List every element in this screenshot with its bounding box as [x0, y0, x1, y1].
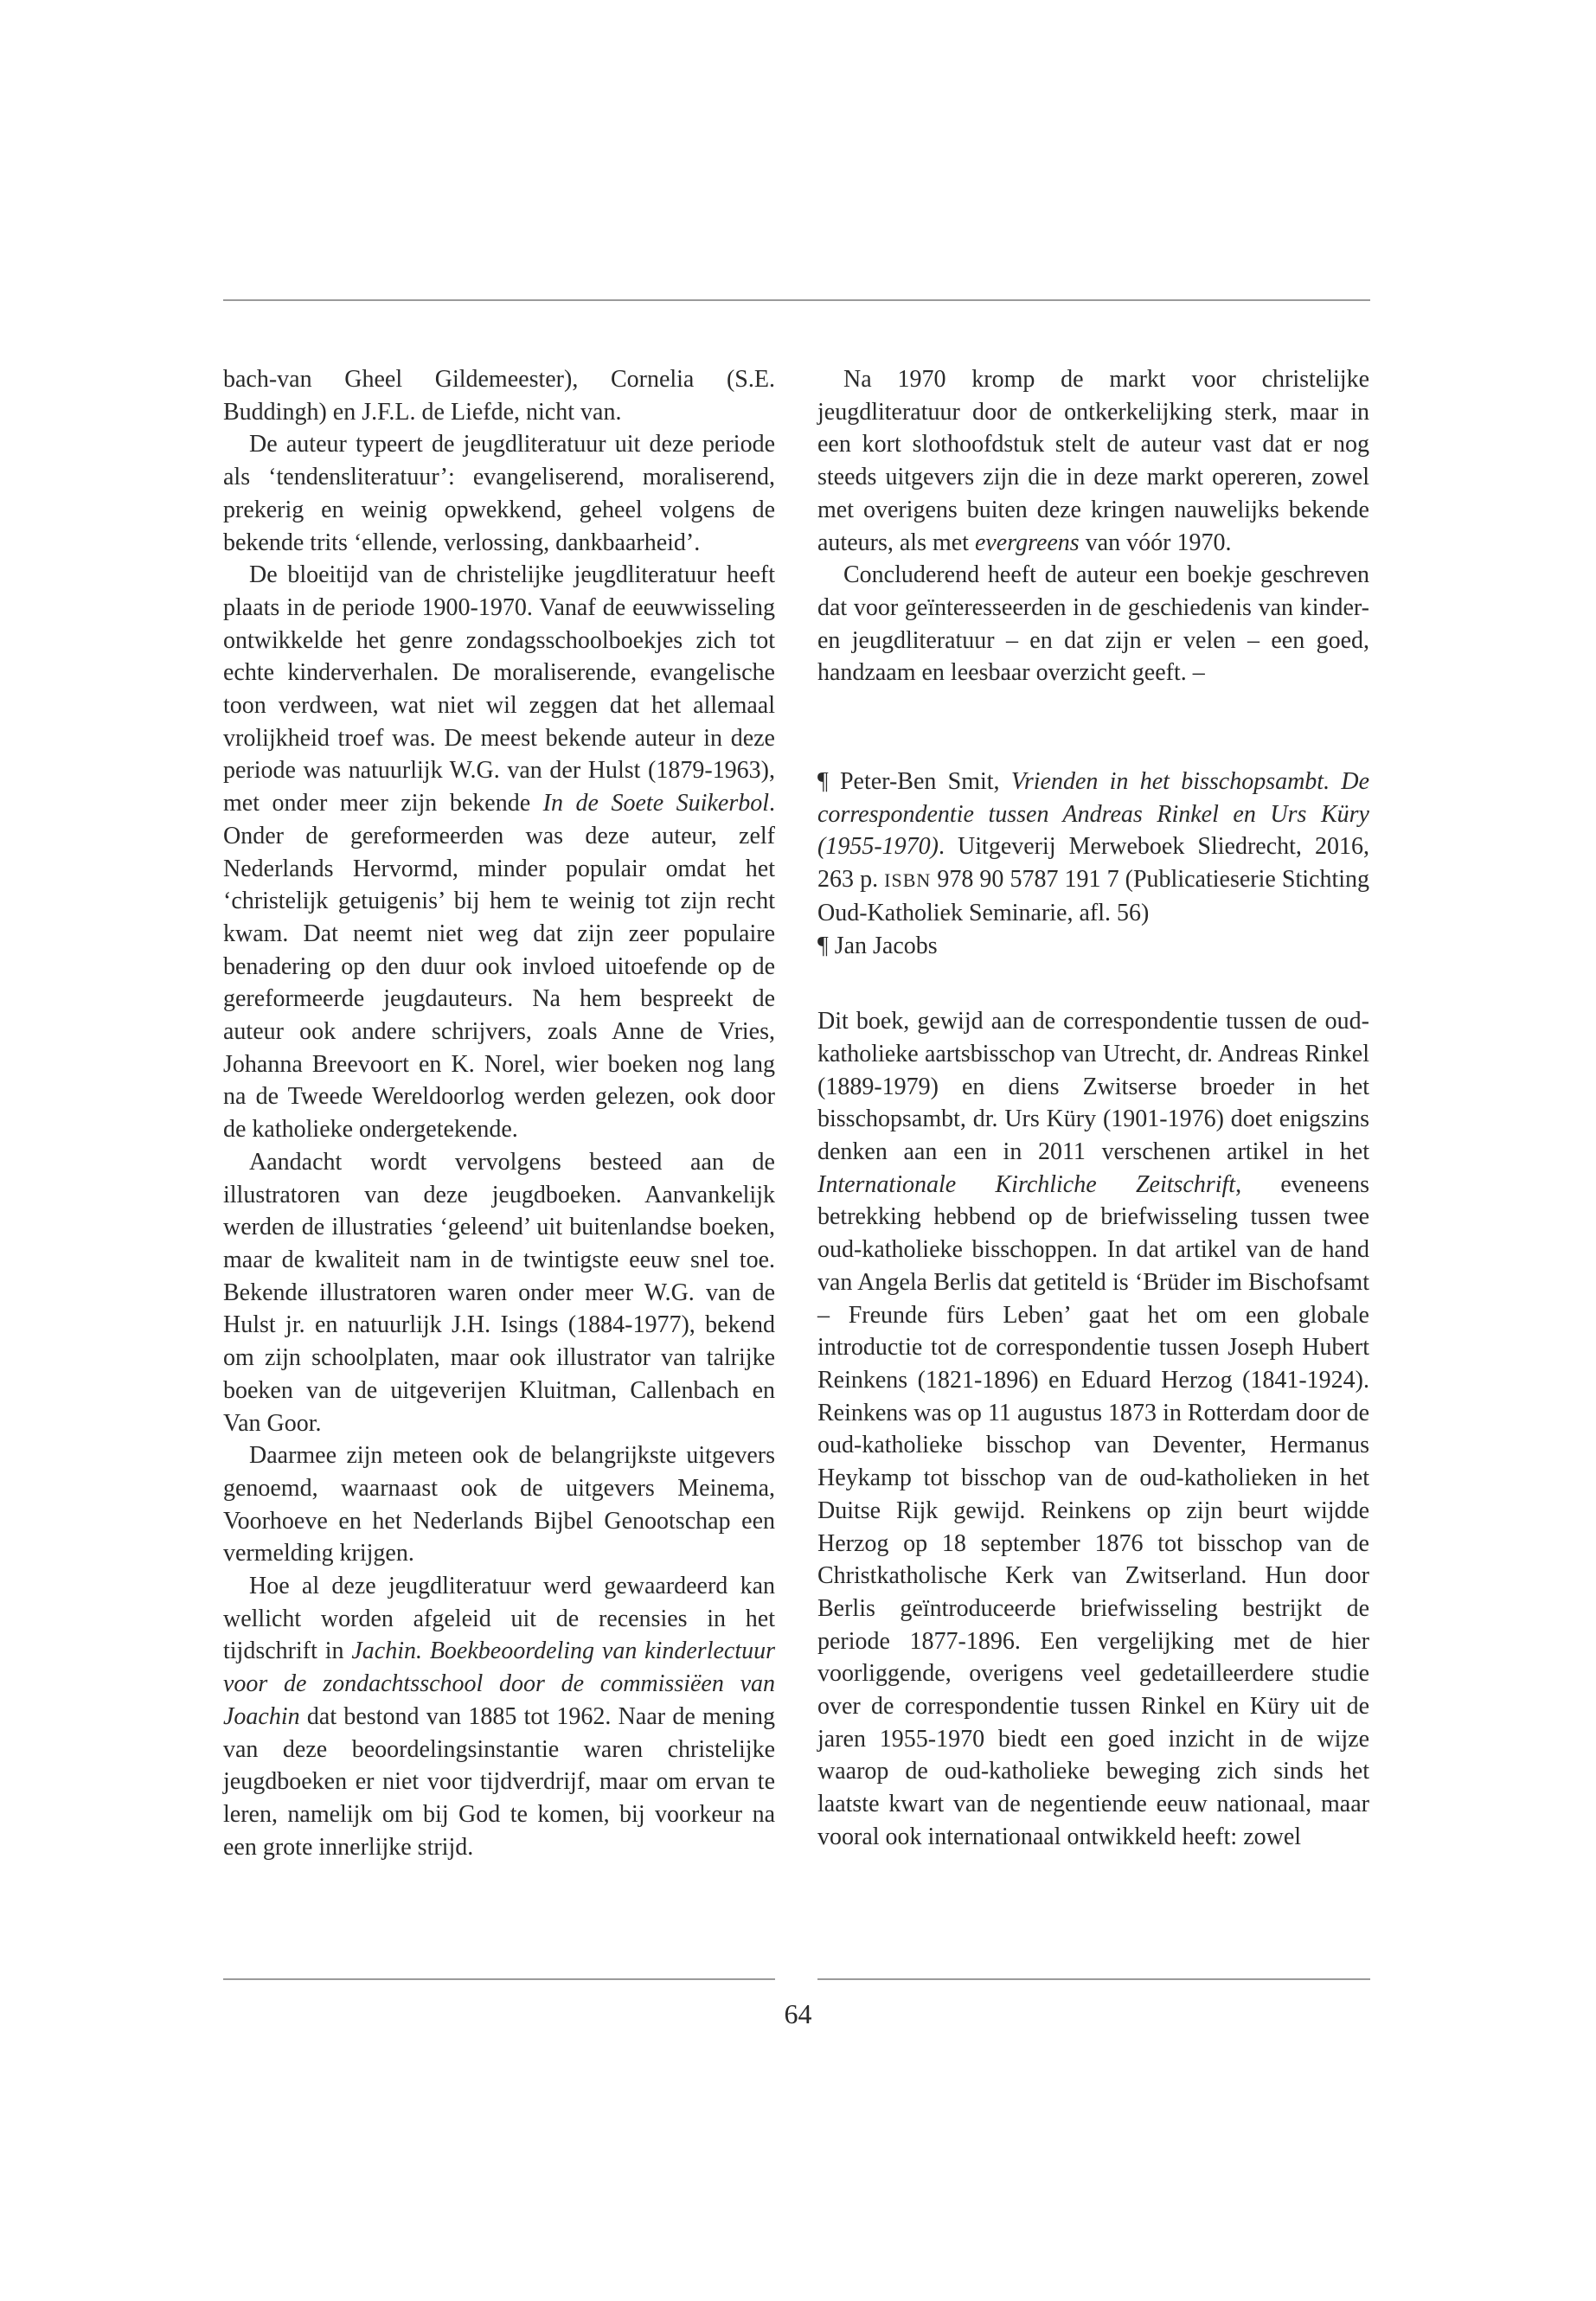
- footer-rule-left: [223, 1978, 775, 1980]
- header-rule: [223, 299, 1370, 301]
- text: Dit boek, gewijd aan de correspondentie tussen de oud-katholieke aartsbisschop van Utrecht, dr. Andreas Rinkel (1889-1979) en diens Zwitserse broeder in het bisschopsambt, dr. Urs Küry (1901-1976) doet enigszins denken aan een in 2011 verschenen artikel in het: [817, 1008, 1369, 1166]
- paragraph: [223, 559, 775, 1146]
- review-book-title: Vrienden in het bisschopsambt. De correspondentie tussen Andreas Rinkel en Urs Küry (1955-1970): [817, 768, 1370, 861]
- book-title: In de Soete Suikerbol: [542, 790, 769, 817]
- review-heading: [817, 766, 1369, 930]
- paragraph: [817, 363, 1369, 559]
- paragraph: De auteur typeert de jeugdliteratuur uit deze periode als ‘tendensliteratuur’: evangeliserend, moraliserend, prekerig en weinig opwekkend, geheel volgens de bekende trits ‘ellende, verlossing, dankbaarheid’.: [223, 431, 775, 556]
- text: . Onder de gereformeerden was deze auteur, zelf Nederlands Hervormd, minder populair omdat het ‘christelijk getuigenis’ bij hem te weinig tot zijn recht kwam. Dat neemt niet weg dat zijn zeer populaire benadering op den duur ook invloed uitoefende op de gereformeerde jeugdauteurs. Na hem bespreekt de auteur ook andere schrijvers, zoals Anne de Vries, Johanna Breevoort en K. Norel, wier boeken nog lang na de Tweede Wereldoorlog werden gelezen, ook door de katholieke ondergetekende.: [223, 790, 775, 1144]
- emphasis: evergreens: [974, 529, 1080, 556]
- journal-title: Internationale Kirchliche Zeitschrift: [817, 1170, 1236, 1198]
- paragraph: [817, 1005, 1369, 1853]
- text: dat bestond van 1885 tot 1962. Naar de mening van deze beoordelingsinstantie waren christelijke jeugdboeken er niet voor tijdverdrijf, maar om ervan te leren, namelijk om bij God te komen, bij voorkeur na een grote innerlijke strijd.: [223, 1702, 775, 1861]
- journal-title: Jachin. Boekbeoordeling van kinderlectuur voor de zondachtsschool door de commissiëen van Joachin: [223, 1638, 776, 1730]
- pilcrow-icon: ¶: [817, 932, 829, 959]
- paragraph: Daarmee zijn meteen ook de belangrijkste uitgevers genoemd, waarnaast ook de uitgevers Meinema, Voorhoeve en het Nederlands Bijbel Genootschap een vermelding krijgen.: [223, 1442, 775, 1567]
- footer-rule-right: [817, 1978, 1370, 1980]
- paragraph: [223, 1570, 775, 1863]
- pilcrow-icon: ¶: [817, 768, 829, 796]
- isbn-label: ISBN: [884, 869, 932, 892]
- reviewer-name: Jan Jacobs: [834, 932, 938, 959]
- text: Na 1970 kromp de markt voor christelijke jeugdliteratuur door de ontkerkelijking sterk, maar in een kort slothoofdstuk stelt de auteur vast dat er nog steeds uitgevers zijn die in deze markt opereren, zowel met overigens buiten deze kringen nauwelijks bekende auteurs, als met: [817, 366, 1369, 556]
- left-column: [223, 363, 775, 1863]
- text: , eveneens betrekking hebbend op de briefwisseling tussen twee oud-katholieke bisschoppen. In dat artikel van de hand van Angela Berlis dat getiteld is ‘Brüder im Bischofsamt – Freunde fürs Leben’ gaat het om een globale introductie tot de correspondentie tussen Joseph Hubert Reinkens (1821-1896) en Eduard Herzog (1841-1924). Reinkens was op 11 augustus 1873 in Rotterdam door de oud-katholieke bisschop van Deventer, Hermanus Heykamp tot bisschop van de oud-katholieken in het Duitse Rijk gewijd. Reinkens op zijn beurt wijdde Herzog op 18 september 1876 tot bisschop van de Christkatholische Kerk van Zwitserland. Hun door Berlis geïntroduceerde briefwisseling bestrijkt de periode 1877-1896. Een vergelijking met de hier voorliggende, overigens veel gedetailleerdere studie over de correspondentie tussen Rinkel en Küry uit de jaren 1955-1970 biedt een goed inzicht in de wijze waarop de oud-katholieke beweging zich sinds het laatste kwart van de negentiende eeuw nationaal, maar vooral ook internationaal ontwikkeld heeft: zowel: [817, 1170, 1370, 1850]
- paragraph: bach-van Gheel Gildemeester), Cornelia (S.E. Buddingh) en J.F.L. de Liefde, nicht van.: [223, 366, 775, 426]
- paragraph: Aandacht wordt vervolgens besteed aan de illustratoren van deze jeugdboeken. Aanvankelijk werden de illustraties ‘geleend’ uit buitenlandse boeken, maar de kwaliteit nam in de twintigste eeuw snel toe. Bekende illustratoren waren onder meer W.G. van de Hulst jr. en natuurlijk J.H. Isings (1884-1977), bekend om zijn schoolplaten, maar ook illustrator van talrijke boeken van de uitgeverijen Kluitman, Callenbach en Van Goor.: [223, 1148, 775, 1437]
- paragraph: Concluderend heeft de auteur een boekje geschreven dat voor geïnteresseerden in de geschiedenis van kinder- en jeugdliteratuur – en dat zijn er velen – een goed, handzaam en leesbaar overzicht geeft. –: [817, 561, 1369, 687]
- right-column: [817, 363, 1369, 1854]
- page-number: 64: [784, 1998, 812, 2029]
- text: Hoe al deze jeugdliteratuur werd gewaardeerd kan wellicht worden afgeleid uit de recensies in het tijdschrift in: [223, 1573, 775, 1665]
- review-author: Peter-Ben Smit,: [839, 768, 1011, 796]
- review-publication: . Uitgeverij Merweboek Sliedrecht, 2016, 263 p.: [817, 833, 1369, 894]
- text: van vóór 1970.: [1079, 529, 1232, 556]
- reviewer-line: [817, 930, 1369, 963]
- review-publication: 978 90 5787 191 7 (Publicatieserie Stichting Oud-Katholiek Seminarie, afl. 56): [817, 866, 1369, 926]
- text: De bloeitijd van de christelijke jeugdliteratuur heeft plaats in de periode 1900-1970. Vanaf de eeuwwisseling ontwikkelde het genre zondagsschoolboekjes zich tot echte kinderverhalen. De moraliserende, evangelische toon verdween, wat niet wil zeggen dat het allemaal vrolijkheid troef was. De meest bekende auteur in deze periode was natuurlijk W.G. van der Hulst (1879-1963), met onder meer zijn bekende: [223, 561, 775, 817]
